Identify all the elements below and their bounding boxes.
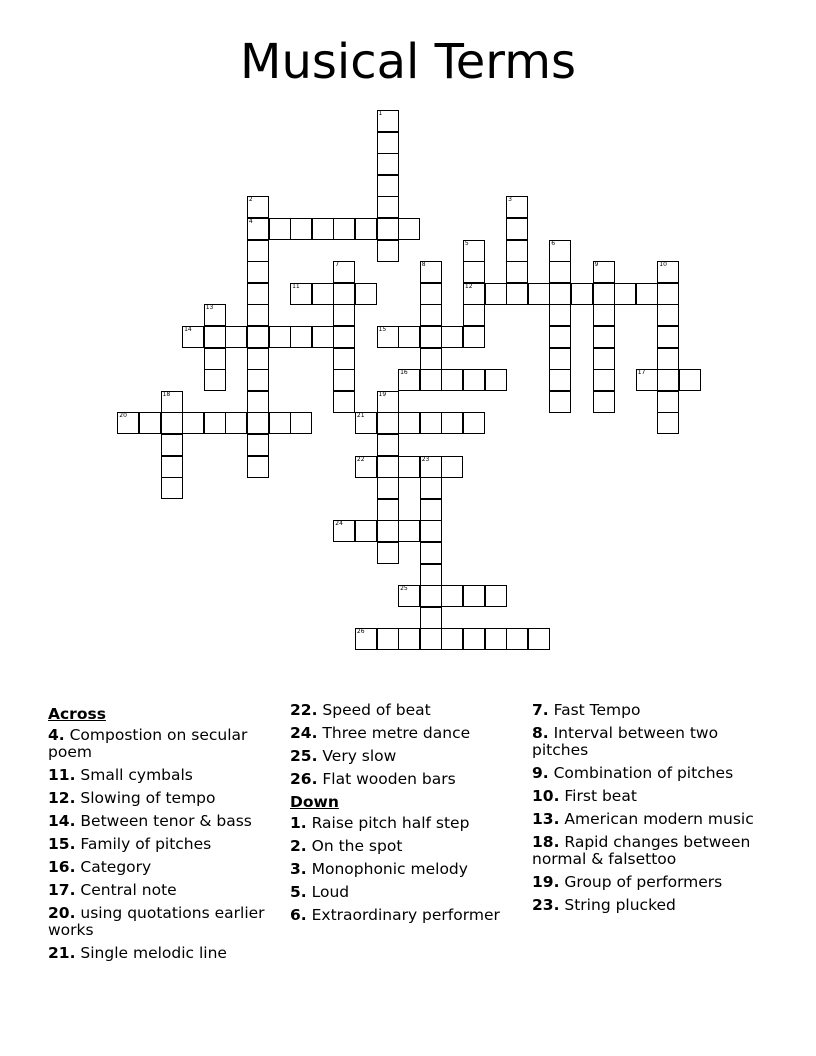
grid-cell — [182, 326, 204, 348]
clue-text: Central note — [75, 881, 177, 899]
clue-number: 22 — [356, 455, 365, 463]
grid-cell — [506, 283, 528, 305]
clue-text: Monophonic melody — [306, 860, 468, 878]
grid-cell — [247, 261, 269, 283]
across-clue — [48, 836, 284, 853]
down-clue — [532, 834, 768, 868]
clue-number: 6 — [551, 239, 556, 247]
clue-number: 18 — [162, 390, 171, 398]
clue-text: Flat wooden bars — [317, 770, 456, 788]
clue-text: Rapid changes between normal & falsettoo — [532, 833, 751, 868]
grid-cell — [161, 456, 183, 478]
clue-text: Single melodic line — [75, 944, 227, 962]
grid-cell — [657, 304, 679, 326]
clue-number: 9 — [594, 261, 599, 269]
clue-number-label: 24. — [290, 724, 318, 742]
grid-cell — [506, 240, 528, 262]
grid-cell — [377, 456, 399, 478]
clue-text: Family of pitches — [75, 835, 212, 853]
grid-cell — [463, 369, 485, 391]
across-clue — [48, 882, 284, 899]
clue-number: 23 — [421, 455, 430, 463]
clue-text: Loud — [306, 883, 350, 901]
grid-cell — [549, 326, 571, 348]
grid-cell — [398, 369, 420, 391]
grid-cell — [528, 283, 550, 305]
grid-cell — [420, 326, 442, 348]
clue-column-3 — [532, 702, 768, 920]
clue-column-1 — [48, 702, 284, 968]
across-clue — [48, 813, 284, 830]
grid-cell — [593, 369, 615, 391]
grid-cell — [420, 412, 442, 434]
grid-cell — [420, 628, 442, 650]
down-clue — [532, 765, 768, 782]
grid-cell — [420, 304, 442, 326]
grid-cell — [355, 628, 377, 650]
grid-cell — [204, 412, 226, 434]
grid-cell — [269, 326, 291, 348]
clue-number-label: 16. — [48, 858, 76, 876]
grid-cell — [333, 369, 355, 391]
grid-cell — [182, 412, 204, 434]
grid-cell — [290, 412, 312, 434]
grid-cell — [463, 304, 485, 326]
grid-cell — [247, 348, 269, 370]
grid-cell — [398, 456, 420, 478]
grid-cell — [204, 326, 226, 348]
grid-cell — [441, 412, 463, 434]
grid-cell — [269, 412, 291, 434]
down-clue — [290, 907, 526, 924]
across-clue — [290, 702, 526, 719]
grid-cell — [657, 412, 679, 434]
clue-number-label: 5. — [290, 883, 307, 901]
clue-text: Combination of pitches — [548, 764, 734, 782]
clue-number: 8 — [421, 261, 426, 269]
clue-text: Group of performers — [559, 873, 723, 891]
grid-cell — [593, 326, 615, 348]
clue-number: 10 — [659, 261, 667, 269]
grid-cell — [614, 283, 636, 305]
grid-cell — [377, 326, 399, 348]
grid-cell — [463, 326, 485, 348]
grid-cell — [636, 369, 658, 391]
clue-number-label: 9. — [532, 764, 549, 782]
grid-cell — [377, 196, 399, 218]
grid-cell — [377, 434, 399, 456]
clue-number: 25 — [400, 585, 408, 593]
clue-number: 5 — [464, 239, 469, 247]
grid-cell — [441, 628, 463, 650]
clue-text: Slowing of tempo — [75, 789, 216, 807]
grid-cell — [485, 585, 507, 607]
clue-number: 1 — [378, 110, 383, 117]
clue-number-label: 17. — [48, 881, 76, 899]
grid-cell — [506, 218, 528, 240]
clue-number: 19 — [378, 390, 387, 398]
clue-number-label: 6. — [290, 906, 307, 924]
clue-number: 16 — [400, 369, 408, 377]
grid-cell — [549, 240, 571, 262]
across-clue — [290, 748, 526, 765]
grid-cell — [225, 412, 247, 434]
clue-number: 20 — [119, 412, 127, 420]
across-clue — [48, 790, 284, 807]
grid-cell — [333, 391, 355, 413]
grid-cell — [420, 499, 442, 521]
clue-number-label: 26. — [290, 770, 318, 788]
clue-number-label: 10. — [532, 787, 560, 805]
grid-cell — [355, 412, 377, 434]
clue-number: 11 — [292, 282, 300, 290]
grid-cell — [333, 520, 355, 542]
across-clue — [290, 771, 526, 788]
grid-cell — [485, 283, 507, 305]
grid-cell — [247, 369, 269, 391]
grid-cell — [377, 391, 399, 413]
grid-cell — [420, 456, 442, 478]
grid-cell — [398, 628, 420, 650]
grid-cell — [247, 218, 269, 240]
grid-cell — [593, 283, 615, 305]
grid-cell — [506, 261, 528, 283]
grid-cell — [657, 348, 679, 370]
grid-cell — [420, 607, 442, 629]
grid-cell — [420, 283, 442, 305]
clue-text: Speed of beat — [317, 701, 431, 719]
clue-number-label: 3. — [290, 860, 307, 878]
clue-text: Extraordinary performer — [306, 906, 500, 924]
grid-cell — [636, 283, 658, 305]
grid-cell — [355, 520, 377, 542]
grid-cell — [333, 348, 355, 370]
grid-cell — [463, 261, 485, 283]
clue-number-label: 2. — [290, 837, 307, 855]
grid-cell — [355, 456, 377, 478]
clue-number-label: 1. — [290, 814, 307, 832]
across-clue — [48, 767, 284, 784]
grid-cell — [549, 348, 571, 370]
grid-cell — [247, 391, 269, 413]
grid-cell — [247, 434, 269, 456]
grid-cell — [398, 412, 420, 434]
down-heading: Down — [290, 793, 339, 811]
down-clue — [290, 884, 526, 901]
grid-cell — [441, 456, 463, 478]
across-clue — [48, 859, 284, 876]
clue-number: 4 — [248, 218, 253, 225]
grid-cell — [161, 434, 183, 456]
grid-cell — [463, 412, 485, 434]
grid-cell — [312, 326, 334, 348]
grid-cell — [571, 283, 593, 305]
grid-cell — [463, 628, 485, 650]
grid-cell — [420, 369, 442, 391]
across-clue — [290, 725, 526, 742]
clue-number-label: 25. — [290, 747, 318, 765]
clue-number-label: 14. — [48, 812, 76, 830]
page-title: Musical Terms — [240, 34, 576, 90]
grid-cell — [117, 412, 139, 434]
grid-cell — [420, 261, 442, 283]
grid-cell — [377, 542, 399, 564]
grid-cell — [355, 218, 377, 240]
grid-cell — [420, 585, 442, 607]
clue-number-label: 11. — [48, 766, 76, 784]
grid-cell — [593, 304, 615, 326]
grid-cell — [485, 628, 507, 650]
grid-cell — [420, 477, 442, 499]
grid-cell — [204, 369, 226, 391]
grid-cell — [398, 326, 420, 348]
clue-text: Fast Tempo — [548, 701, 641, 719]
grid-cell — [333, 326, 355, 348]
grid-cell — [549, 283, 571, 305]
grid-cell — [377, 240, 399, 262]
grid-cell — [398, 520, 420, 542]
clue-number-label: 4. — [48, 726, 65, 744]
down-clue — [290, 861, 526, 878]
grid-cell — [528, 628, 550, 650]
clue-number-label: 23. — [532, 896, 560, 914]
across-clue — [48, 945, 284, 962]
down-clue — [290, 838, 526, 855]
grid-cell — [377, 520, 399, 542]
grid-cell — [420, 564, 442, 586]
grid-cell — [420, 348, 442, 370]
clue-text: American modern music — [559, 810, 754, 828]
grid-cell — [398, 585, 420, 607]
clue-text: Small cymbals — [75, 766, 193, 784]
clue-number-label: 20. — [48, 904, 76, 922]
clue-number-label: 18. — [532, 833, 560, 851]
down-clue — [532, 811, 768, 828]
grid-cell — [290, 218, 312, 240]
clue-number: 15 — [378, 326, 387, 333]
grid-cell — [247, 283, 269, 305]
clue-number: 12 — [464, 282, 473, 290]
grid-cell — [377, 412, 399, 434]
clue-text: Compostion on secular poem — [48, 726, 248, 761]
clue-text: using quotations earlier works — [48, 904, 265, 939]
grid-cell — [377, 477, 399, 499]
grid-cell — [549, 391, 571, 413]
grid-cell — [377, 110, 399, 132]
clue-number: 2 — [248, 196, 253, 204]
grid-cell — [247, 412, 269, 434]
clue-column-2 — [290, 702, 526, 930]
across-clue — [48, 905, 284, 939]
grid-cell — [377, 628, 399, 650]
down-clue — [532, 874, 768, 891]
clue-number-label: 19. — [532, 873, 560, 891]
grid-cell — [333, 304, 355, 326]
clue-text: On the spot — [306, 837, 403, 855]
clue-text: First beat — [559, 787, 637, 805]
down-clue — [532, 725, 768, 759]
grid-cell — [593, 391, 615, 413]
clue-number-label: 15. — [48, 835, 76, 853]
grid-cell — [161, 391, 183, 413]
grid-cell — [657, 391, 679, 413]
grid-cell — [657, 326, 679, 348]
clue-text: Three metre dance — [317, 724, 471, 742]
clue-number: 21 — [356, 412, 365, 420]
grid-cell — [549, 261, 571, 283]
grid-cell — [247, 456, 269, 478]
grid-cell — [290, 326, 312, 348]
grid-cell — [204, 348, 226, 370]
grid-cell — [463, 240, 485, 262]
clue-number: 3 — [508, 196, 512, 204]
clue-number-label: 7. — [532, 701, 549, 719]
grid-cell — [355, 283, 377, 305]
grid-cell — [593, 348, 615, 370]
clue-number: 7 — [335, 261, 340, 269]
clue-text: Between tenor & bass — [75, 812, 252, 830]
grid-cell — [312, 283, 334, 305]
grid-cell — [657, 369, 679, 391]
grid-cell — [333, 261, 355, 283]
grid-cell — [247, 326, 269, 348]
down-clue — [532, 788, 768, 805]
grid-cell — [247, 240, 269, 262]
grid-cell — [657, 261, 679, 283]
grid-cell — [269, 218, 291, 240]
clue-number: 24 — [335, 520, 343, 528]
clue-number-label: 13. — [532, 810, 560, 828]
clue-number: 26 — [356, 628, 365, 636]
clue-number-label: 22. — [290, 701, 318, 719]
grid-cell — [420, 542, 442, 564]
clue-number-label: 8. — [532, 724, 549, 742]
clue-text: Very slow — [317, 747, 397, 765]
grid-cell — [485, 369, 507, 391]
grid-cell — [679, 369, 701, 391]
grid-cell — [549, 369, 571, 391]
grid-cell — [463, 585, 485, 607]
across-clue — [48, 727, 284, 761]
grid-cell — [290, 283, 312, 305]
clue-number: 13 — [205, 304, 214, 312]
clue-number-label: 12. — [48, 789, 76, 807]
clue-number: 14 — [184, 326, 192, 333]
grid-cell — [549, 304, 571, 326]
grid-cell — [333, 283, 355, 305]
grid-cell — [463, 283, 485, 305]
clue-number-label: 21. — [48, 944, 76, 962]
grid-cell — [377, 218, 399, 240]
grid-cell — [333, 218, 355, 240]
grid-cell — [161, 412, 183, 434]
grid-cell — [161, 477, 183, 499]
grid-cell — [247, 196, 269, 218]
down-clue — [532, 702, 768, 719]
grid-cell — [377, 499, 399, 521]
grid-cell — [204, 304, 226, 326]
grid-cell — [377, 132, 399, 154]
down-clue — [290, 815, 526, 832]
grid-cell — [441, 585, 463, 607]
grid-cell — [506, 628, 528, 650]
grid-cell — [420, 520, 442, 542]
clue-text: Category — [75, 858, 152, 876]
grid-cell — [441, 369, 463, 391]
clue-number: 17 — [637, 369, 646, 377]
grid-cell — [593, 261, 615, 283]
grid-cell — [398, 218, 420, 240]
grid-cell — [506, 196, 528, 218]
grid-cell — [312, 218, 334, 240]
grid-cell — [247, 304, 269, 326]
clue-text: String plucked — [559, 896, 676, 914]
grid-cell — [225, 326, 247, 348]
grid-cell — [441, 326, 463, 348]
grid-cell — [377, 175, 399, 197]
clue-text: Raise pitch half step — [306, 814, 470, 832]
down-clue — [532, 897, 768, 914]
clue-text: Interval between two pitches — [532, 724, 719, 759]
across-heading: Across — [48, 705, 106, 723]
grid-cell — [139, 412, 161, 434]
grid-cell — [657, 283, 679, 305]
grid-cell — [377, 153, 399, 175]
